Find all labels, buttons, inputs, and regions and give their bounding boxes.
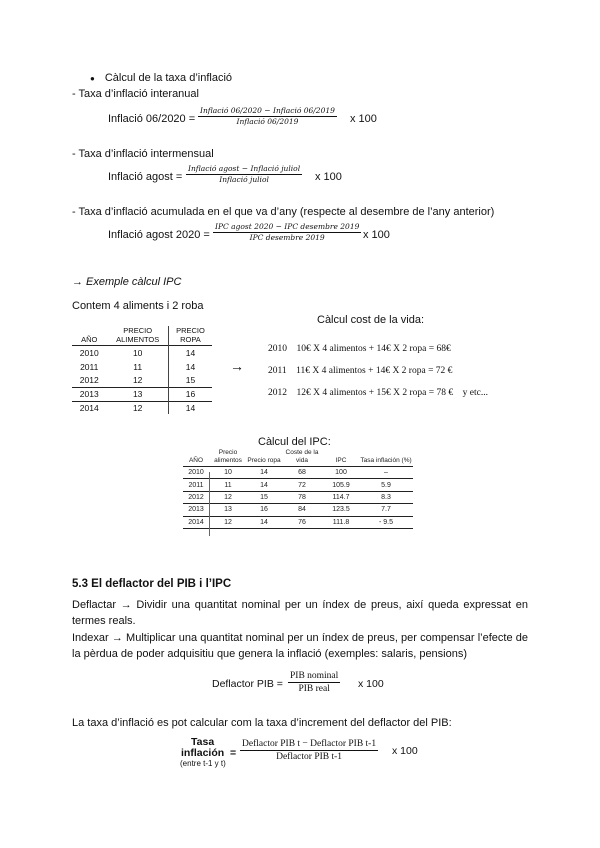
taxa-lhs-2: inflación (181, 747, 225, 759)
cell: 76 (298, 518, 306, 526)
cell: 2011 (80, 361, 99, 372)
taxa-tail: x 100 (392, 745, 418, 757)
cell: 12 (224, 493, 232, 501)
cell: 11 (224, 481, 232, 489)
cell: 2012 (188, 493, 204, 501)
cell: 10 (132, 347, 143, 358)
acumulada-formula-lhs: Inflació agost 2020 = (108, 229, 210, 241)
cost-title: Càlcul cost de la vida: (317, 314, 424, 326)
cell: 2011 (188, 481, 204, 489)
interanual-fraction (198, 106, 337, 127)
prices-header-food: PRECIO ALIMENTOS (116, 326, 160, 344)
section-heading-deflactor: 5.3 El deflactor del PIB i l’IPC (72, 578, 232, 590)
cell: 68 (298, 469, 306, 477)
deflactor-fraction (288, 670, 340, 695)
table-row (72, 374, 212, 388)
interanual-tail: x 100 (350, 113, 377, 125)
deflactor-denominator: PIB real (298, 684, 330, 694)
cell: 14 (185, 403, 196, 414)
cell: 10 (224, 469, 232, 477)
table-row (183, 491, 413, 503)
acumulada-label: - Taxa d’inflació acumulada en el que va d’any (respecte al desembre de l’any anterior) (72, 206, 495, 218)
cell: - 9.5 (378, 518, 393, 526)
cell: – (384, 469, 388, 477)
cell: 84 (298, 506, 306, 514)
section-heading-inflation: Càlcul de la taxa d’inflació (104, 72, 233, 84)
intermensual-formula-lhs: Inflació agost = (108, 171, 183, 183)
cell: 14 (185, 347, 196, 358)
prices-table-header (72, 326, 212, 346)
cell: 16 (185, 389, 196, 400)
table-row (183, 504, 413, 516)
cell: 14 (260, 481, 268, 489)
interanual-denominator: Inflació 06/2019 (236, 117, 299, 126)
taxa-numerator: Deflactor PIB t − Deflactor PIB t-1 (242, 739, 377, 749)
indexar-paragraph: Indexar → Multiplicar una quantitat nominal per un índex de preus, per compensar l’efecte de la pèrdua de poder adquisitiu que genera la inflació (exemples: salaris, pensions) (72, 632, 528, 660)
table-row (72, 360, 212, 374)
taxa-fraction (240, 738, 378, 763)
table1-header-rule (72, 345, 212, 346)
cell: 12 (132, 403, 143, 414)
cell: 72 (298, 481, 306, 489)
taxa-denominator: Deflactor PIB t-1 (276, 752, 343, 762)
cell: 2014 (188, 518, 204, 526)
intermensual-numerator: Inflació agost − Inflació juliol (188, 164, 301, 173)
bullet-icon: ● (90, 74, 95, 83)
cell: 15 (185, 375, 196, 386)
cell: 12 (224, 518, 232, 526)
cell: 2014 (79, 403, 99, 414)
taxa-text: La taxa d’inflació es pot calcular com la taxa d’increment del deflactor del PIB: (72, 717, 452, 729)
cost-line-2010: 2010 10€ X 4 alimentos + 14€ X 2 ropa = 68€ (268, 344, 451, 354)
ipc-header-rate: Tasa inflación (%) (360, 457, 412, 464)
cell: 100 (335, 469, 347, 477)
arrow-icon: → (230, 358, 244, 374)
ipc-header-ipc: IPC (335, 457, 347, 464)
cell: 5.9 (381, 481, 391, 489)
interanual-numerator: Inflació 06/2020 − Inflació 06/2019 (200, 106, 335, 115)
deflactor-numerator: PIB nominal (290, 671, 339, 681)
table2-col-divider (209, 472, 210, 536)
acumulada-numerator: IPC agost 2020 − IPC desembre 2019 (215, 222, 360, 231)
cell: 2013 (79, 389, 99, 400)
cell: 13 (132, 389, 143, 400)
prices-table (72, 326, 212, 415)
cell: 14 (260, 469, 268, 477)
bullet-item (90, 72, 232, 84)
acumulada-tail: x 100 (363, 229, 390, 241)
acumulada-fraction (213, 222, 361, 243)
table-row (183, 467, 413, 479)
cell: 15 (260, 493, 268, 501)
table-row (72, 387, 212, 401)
cell: 7.7 (381, 506, 391, 514)
prices-header-year: AÑO (81, 335, 98, 344)
intermensual-tail: x 100 (315, 171, 342, 183)
cost-line-2011: 2011 11€ X 4 alimentos + 14€ X 2 ropa = 72 € (268, 366, 453, 376)
table1-col-divider (168, 326, 169, 414)
acumulada-denominator: IPC desembre 2019 (249, 233, 325, 242)
deflactor-tail: x 100 (358, 678, 384, 690)
intermensual-fraction (186, 164, 302, 185)
cell: 11 (133, 361, 143, 372)
cell: 78 (298, 493, 306, 501)
cell: 2013 (188, 506, 204, 514)
table-row (183, 516, 413, 528)
deflactor-formula-lhs: Deflactor PIB = (212, 678, 283, 690)
ipc-header-cost: Coste de la vida (285, 449, 319, 464)
ipc-header-clothes: Precio ropa (247, 457, 281, 464)
cell: 14 (185, 361, 196, 372)
table-row (72, 346, 212, 360)
ipc-title: Càlcul del IPC: (258, 436, 331, 448)
cell: 12 (132, 375, 143, 386)
taxa-lhs-1: Tasa (191, 736, 215, 748)
example-intro: Contem 4 aliments i 2 roba (72, 300, 204, 312)
ipc-header-food: Precio alimentos (214, 449, 242, 464)
ipc-table-header (183, 449, 413, 467)
cell: 123.5 (332, 506, 350, 514)
cell: 16 (260, 506, 268, 514)
interanual-formula-lhs: Inflació 06/2020 = (108, 113, 196, 125)
cell: 105.9 (332, 481, 350, 489)
cell: 2010 (79, 347, 99, 358)
table-row (183, 479, 413, 491)
deflactar-paragraph: Deflactar → Dividir una quantitat nominal per un índex de preus, així queda expressat en termes reals. (72, 599, 528, 627)
cost-line-2012: 2012 12€ X 4 alimentos + 15€ X 2 ropa = 78 € y etc... (268, 388, 488, 398)
intermensual-denominator: Inflació juliol (219, 175, 269, 184)
cell: 111.8 (332, 518, 350, 526)
prices-header-clothes: PRECIO ROPA (176, 326, 205, 344)
ipc-table (183, 449, 413, 529)
taxa-eq: = (230, 747, 237, 759)
cell: 2012 (79, 375, 99, 386)
cell: 2010 (188, 469, 204, 477)
table-row (72, 401, 212, 415)
intermensual-label: - Taxa d’inflació intermensual (72, 148, 214, 160)
cell: 114.7 (332, 493, 350, 501)
cell: 8.3 (381, 493, 391, 501)
ipc-header-year: AÑO (188, 457, 204, 464)
example-title: → Exemple càlcul IPC (72, 276, 182, 288)
cell: 13 (224, 506, 232, 514)
interanual-label: - Taxa d’inflació interanual (72, 88, 199, 100)
cell: 14 (260, 518, 268, 526)
taxa-lhs-3: (entre t-1 y t) (180, 759, 226, 768)
